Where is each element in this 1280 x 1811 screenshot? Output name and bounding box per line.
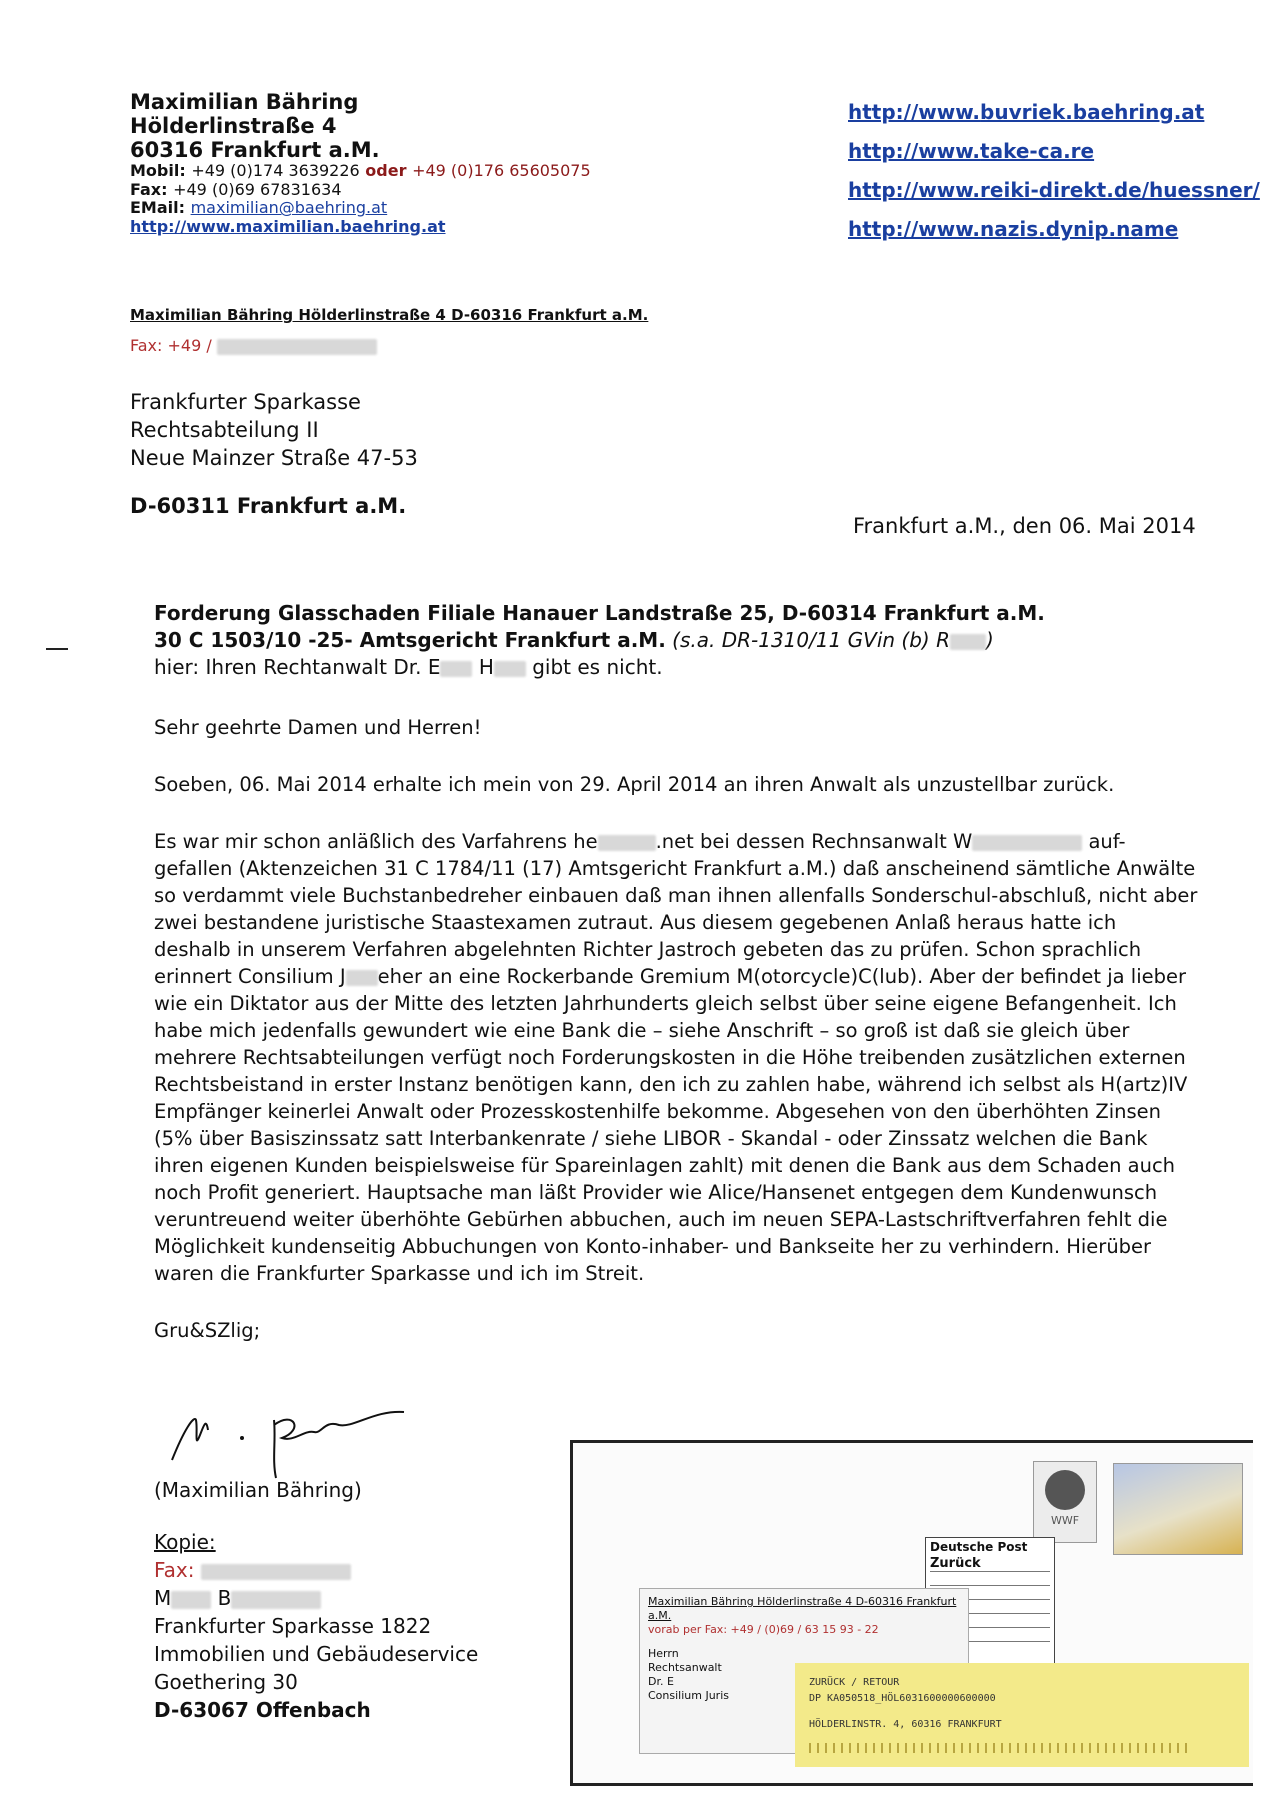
dp-title: Deutsche Post — [930, 1540, 1028, 1554]
link-prefix: http://www.reiki-direkt.de/ — [848, 178, 1150, 202]
redacted-block — [440, 661, 472, 677]
fax-label: Fax: — [130, 179, 168, 199]
redacted-block — [972, 835, 1082, 851]
copy-line2: Immobilien und Gebäudeservice — [154, 1642, 479, 1666]
sticker-line-1: ZURÜCK / RETOUR — [809, 1677, 900, 1688]
copy-name-a: M — [154, 1586, 172, 1610]
subject-reference: (s.a. DR-1310/11 GVin (b) R — [672, 628, 950, 652]
link-buvriek[interactable] — [848, 100, 1260, 124]
recipient-block — [130, 388, 418, 520]
wwf-stamp — [1033, 1461, 1097, 1543]
subject-here-b: H — [478, 655, 494, 679]
fax-number: +49 (0)69 67831634 — [173, 179, 342, 199]
copy-label: Kopie: — [154, 1530, 216, 1554]
sender-street: Hölderlinstraße 4 — [130, 114, 337, 139]
redacted-block — [950, 634, 986, 650]
link-list — [848, 100, 1260, 256]
returned-envelope-photo — [570, 1440, 1253, 1786]
sender-name: Maximilian Bähring — [130, 90, 359, 114]
link-bold: nazis.dynip.name — [980, 217, 1179, 241]
subject-paren: ) — [986, 628, 994, 652]
env-return-line: Maximilian Bähring Hölderlinstraße 4 D-60316 Frankfurt a.M. — [648, 1595, 957, 1622]
copy-line3: Goethering 30 — [154, 1670, 298, 1694]
return-address-line: Maximilian Bähring Hölderlinstraße 4 D-60316 Frankfurt a.M. — [130, 306, 649, 324]
mobile-label: Mobil: — [130, 161, 186, 181]
recipient-city: D-60311 Frankfurt a.M. — [130, 494, 407, 518]
recipient-line3: Neue Mainzer Straße 47-53 — [130, 446, 418, 470]
subject-line3 — [154, 654, 1045, 681]
recipient-line2: Rechtsabteilung II — [130, 418, 319, 442]
sender-city: 60316 Frankfurt a.M. — [130, 138, 380, 163]
redacted-block — [598, 835, 656, 851]
redacted-block — [171, 1591, 211, 1609]
copy-line1: Frankfurter Sparkasse 1822 — [154, 1614, 432, 1638]
para2-end: eher an eine Rockerbande Gremium M(otorcycle)C(lub). Aber der befindet ja lieber wie ein Diktator aus der Mitte des letzten Jahrhunderts gleich selbst über seine eigene Befangenheit. Ich habe mich jedenfalls gewundert wie eine Bank die – siehe Anschrift – so groß ist daß sie gleich über mehrere Rechtsabteilungen verfügt noch Forderungskosten in die Höhe treibenden zusätzlichen externen Rechtsbeistand in erster Instanz benötigen kann, den ich zu zahlen habe, während ich selbst als H(artz)IV Empfänger keinerlei Anwalt oder Prozesskostenhilfe bekomme. Abgesehen von den überhöhten Zinsen (5% über Basiszinssatz satt Interbankenrate / siehe LIBOR - Skandal - oder Zinssatz welchen die Bank ihren eigenen Kunden beispielsweise für Spareinlagen zahlt) mit denen die Bank aus dem Schaden auch noch Profit generiert. Hauptsache man läßt Provider wie Alice/Hansenet entgegen dem Kundenwunsch veruntreuend weiter überhöhte Gebürhen abbuchen, auch im neuen SEPA-Lastschriftverfahren fehlt die Möglichkeit kundenseitig Abbuchungen von Konto-inhaber- und Bankseite her zu verhindern. Hierüber waren die Frankfurter Sparkasse und ich im Streit. — [154, 965, 1188, 1285]
sender-mobile — [130, 162, 591, 180]
sticker-line-3: HÖLDERLINSTR. 4, 60316 FRANKFURT — [809, 1719, 1002, 1730]
sender-block — [130, 90, 591, 236]
link-prefix: http://www. — [848, 100, 981, 124]
wwf-label: WWF — [1050, 1514, 1080, 1527]
redacted-block — [217, 339, 377, 355]
signature-name: (Maximilian Bähring) — [154, 1478, 362, 1502]
para2-start: Es war mir schon anläßlich des Varfahrens he — [154, 830, 598, 853]
email-link[interactable]: maximilian@baehring.at — [190, 198, 388, 218]
copy-fax-label: Fax: — [154, 1558, 195, 1582]
env-addr-4: Consilium Juris — [648, 1689, 729, 1702]
copy-block — [154, 1528, 478, 1724]
env-fax-line: vorab per Fax: +49 / (0)69 / 63 15 93 - 22 — [648, 1623, 879, 1636]
sender-fax — [130, 181, 591, 199]
recipient-line1: Frankfurter Sparkasse — [130, 390, 361, 414]
return-fax-label: Fax: +49 / — [130, 336, 212, 355]
paragraph-2 — [154, 828, 1199, 1287]
copy-name — [154, 1584, 478, 1612]
paragraph-1: Soeben, 06. Mai 2014 erhalte ich mein von 29. April 2014 an ihren Anwalt als unzustellbar zurück. — [154, 773, 1115, 796]
subject-line1: Forderung Glasschaden Filiale Hanauer Landstraße 25, D-60314 Frankfurt a.M. — [154, 601, 1045, 625]
copy-fax — [154, 1556, 478, 1584]
env-addr-2: Rechtsanwalt — [648, 1661, 722, 1674]
sender-website — [130, 218, 591, 236]
return-sticker — [795, 1663, 1249, 1767]
redacted-block — [346, 970, 378, 986]
letter-body — [154, 714, 1199, 1374]
mobile-1: +49 (0)174 3639226 — [191, 161, 360, 181]
panda-icon — [1045, 1470, 1085, 1510]
link-reiki[interactable] — [848, 178, 1260, 202]
env-addr-1: Herrn — [648, 1647, 679, 1660]
handwritten-signature — [164, 1390, 424, 1480]
mobile-or: oder — [365, 161, 407, 181]
website-link[interactable]: http://www.maximilian.baehring.at — [130, 216, 446, 236]
dp-return: Zurück — [930, 1556, 981, 1571]
subject-line2 — [154, 627, 1045, 654]
subject-block — [154, 600, 1045, 681]
link-bold: take-ca.re — [980, 139, 1095, 163]
dp-row — [930, 1571, 1050, 1585]
fold-mark — [46, 648, 68, 650]
link-take-care[interactable] — [848, 139, 1260, 163]
copy-city: D-63067 Offenbach — [154, 1698, 371, 1722]
salutation: Sehr geehrte Damen und Herren! — [154, 716, 482, 739]
para2-mid: .net bei dessen Rechnsanwalt W — [655, 830, 973, 853]
postage-stamp — [1113, 1463, 1243, 1555]
subject-case-number: 30 C 1503/10 -25- Amtsgericht Frankfurt a.M. — [154, 628, 666, 652]
link-nazis[interactable] — [848, 217, 1260, 241]
copy-name-b: B — [217, 1586, 232, 1610]
subject-here-a: hier: Ihren Rechtanwalt Dr. E — [154, 655, 441, 679]
mobile-2: +49 (0)176 65605075 — [412, 161, 591, 181]
sticker-line-2: DP KA050518_HÖL6031600000600000 — [809, 1693, 996, 1704]
sender-email — [130, 199, 591, 217]
link-bold: buvriek.baehring.at — [980, 100, 1205, 124]
redacted-block — [494, 661, 526, 677]
link-prefix: http://www. — [848, 139, 981, 163]
email-label: EMail: — [130, 198, 186, 218]
closing: Gru&SZlig; — [154, 1319, 261, 1342]
subject-here-c: gibt es nicht. — [532, 655, 663, 679]
letter-date: Frankfurt a.M., den 06. Mai 2014 — [853, 514, 1196, 538]
redacted-block — [201, 1564, 351, 1580]
redacted-block — [231, 1591, 321, 1609]
para2-after: auf-gefallen (Aktenzeichen 31 C 1784/11 (17) Amtsgericht Frankfurt a.M.) daß anscheinend sämtliche Anwälte so verdammt viele Buchstanbedreher einbauen daß man ihnen allenfalls Sonderschul-abschluß, nicht aber zwei bestandene juristische Staastexamen zutraut. Aus diesem gegebenen Anlaß heraus hatte ich deshalb in unserem Verfahren abgelehnten Richter Jastroch gebeten das zu prüfen. Schon sprachlich erinnert Consilium J — [154, 830, 1198, 988]
return-fax — [130, 336, 377, 355]
barcode — [809, 1743, 1189, 1753]
link-bold: huessner/ — [1149, 178, 1260, 202]
link-prefix: http://www. — [848, 217, 981, 241]
env-addr-3: Dr. E — [648, 1675, 674, 1688]
